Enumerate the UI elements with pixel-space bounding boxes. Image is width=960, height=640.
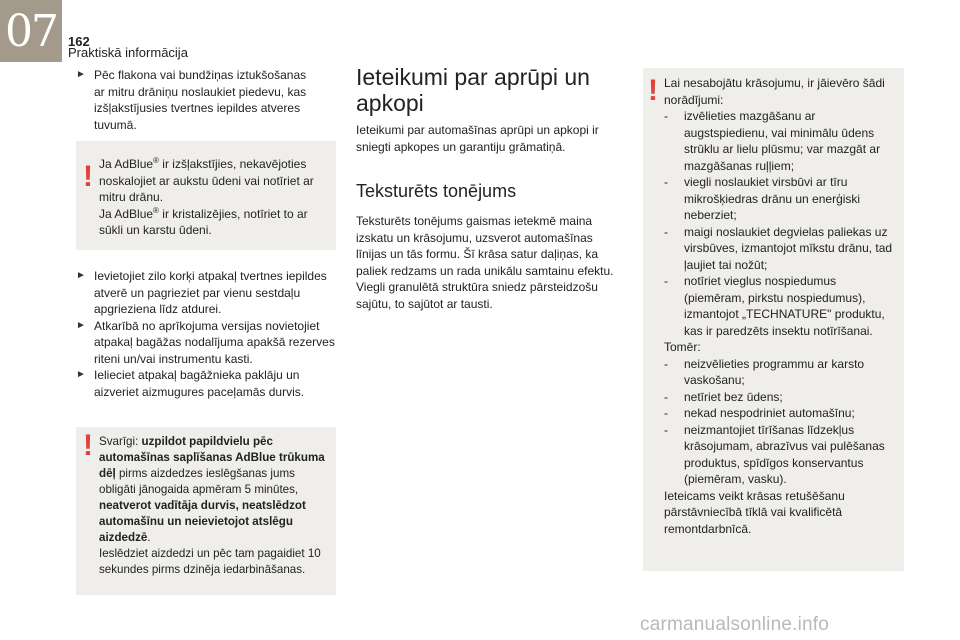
- left-bullets-2: [76, 268, 338, 400]
- warning-box-2: [76, 427, 336, 595]
- warning-box-1: [76, 141, 336, 250]
- list-item: - viegli noslaukiet virsbūvi ar tīru mikrošķiedras drānu un enerģiski neberziet;: [664, 175, 861, 222]
- list-item: - izvēlieties mazgāšanu ar augstspiedienu, vai minimālu ūdens strūklu ar lielu plūsmu; var mazgāt ar mazgāšanas ruļļiem;: [664, 109, 881, 173]
- watermark: carmanualsonline.info: [640, 614, 830, 635]
- list-item-text: Ielieciet atpakaļ bagāžnieka paklāju un aizveriet aizmugures paceļamās durvis.: [94, 368, 305, 399]
- list-item: - neizmantojiet tīrīšanas līdzekļus krāsojumam, abrazīvus vai pulēšanas produktus, spīdīgos konservantus (piemēram, vasku).: [664, 422, 885, 486]
- arrow-bullet-icon: ►: [76, 319, 86, 331]
- chapter-number: 07: [5, 6, 57, 57]
- subsection-heading: Teksturēts tonējums: [356, 181, 517, 201]
- warning-text-1: Ja AdBlue® ir izšļakstījies, nekavējoties noskalojiet ar aukstu ūdeni vai notīriet ar mitru drānu. Ja AdBlue® ir kristalizējies, notīriet to ar sūkli un karstu ūdeni.: [99, 156, 314, 237]
- list-item: [76, 318, 338, 368]
- intro-paragraph: Ieteikumi par automašīnas aprūpi un apkopi ir sniegti apkopes un garantiju grāmatiņā.: [356, 123, 599, 154]
- list-item-text: Ievietojiet zilo korķi atpakaļ tvertnes iepildes atverē un pagrieziet par vienu sestdaļu apgrieziena līdz atdurei.: [94, 269, 327, 316]
- warning-text-3: [664, 75, 900, 537]
- body-paragraph: Teksturēts tonējums gaismas ietekmē maina izskatu un krāsojumu, uzsverot automašīnas līnijas un tās formu. Šī krāsa satur daļiņas, ka paliek redzams un rada unikālu samtainu efektu. Viegli granulētā struktūra sniedz pārsteidzošu sajūtu, to sajūtot ar tausti.: [356, 214, 614, 311]
- page-number: 162: [68, 34, 90, 49]
- arrow-bullet-icon: ►: [76, 270, 86, 281]
- list-item: - maigi noslaukiet degvielas paliekas uz virsbūves, izmantojot mīkstu drānu, tad ļaujiet tai nožūt;: [664, 224, 893, 272]
- care-intro: Lai nesabojātu krāsojumu, ir jāievēro šādi norādījumi:: [664, 76, 885, 107]
- list-item: - netīriet bez ūdens;: [664, 389, 783, 404]
- list-item: [76, 367, 338, 400]
- list-item: - notīriet vieglus nospiedumus (piemēram, pirkstu nospiedumus), izmantojot „TECHNATURE" produktu, kas ir paredzēts insektu notīrīšanai.: [664, 274, 885, 338]
- exclamation-icon: !: [83, 429, 93, 462]
- care-outro: Ieteicams veikt krāsas retušēšanu pārstāvniecībā tīklā vai kvalificētā remontdarbnīcā.: [664, 488, 845, 536]
- exclamation-icon: !: [83, 160, 93, 193]
- list-item: - nekad nespodriniet automašīnu;: [664, 406, 855, 420]
- however-label: Tomēr:: [664, 340, 701, 354]
- list-item-text: Pēc flakona vai bundžiņas iztukšošanas ar mitru drāniņu noslaukiet piedevu, kas izšļakstījusies tvertnes iepildes atveres tuvumā.: [94, 68, 307, 132]
- list-item-text: Atkarībā no aprīkojuma versijas novietojiet atpakaļ bagāžas nodalījuma apakšā rezerves riteni un/vai instrumentu kasti.: [94, 318, 335, 366]
- list-item: - neizvēlieties programmu ar karsto vaskošanu;: [664, 356, 865, 387]
- left-bullet-1: [76, 67, 320, 133]
- section-heading: Ieteikumi par aprūpi un apkopi: [356, 64, 590, 116]
- list-item: [76, 67, 320, 133]
- arrow-bullet-icon: ►: [76, 369, 86, 380]
- section-title: Praktiskā informācija: [68, 45, 188, 60]
- exclamation-icon: !: [648, 74, 658, 107]
- list-item: [76, 268, 338, 318]
- warning-box-3: [643, 68, 904, 571]
- arrow-bullet-icon: ►: [76, 69, 86, 80]
- warning-text-2: Svarīgi: uzpildot papildvielu pēc automašīnas saplīšanas AdBlue trūkuma dēļ pirms aizdedzes ieslēgšanas jums obligāti jānogaida apmēram 5 minūtes, neatverot vadītāja durvis, neatslēdzot automašīnu un neievietojot atslēgu aizdedzē. Ieslēdziet aizdedzi un pēc tam pagaidiet 10 sekundes pirms dzinēja iedarbināšanas.: [99, 435, 325, 576]
